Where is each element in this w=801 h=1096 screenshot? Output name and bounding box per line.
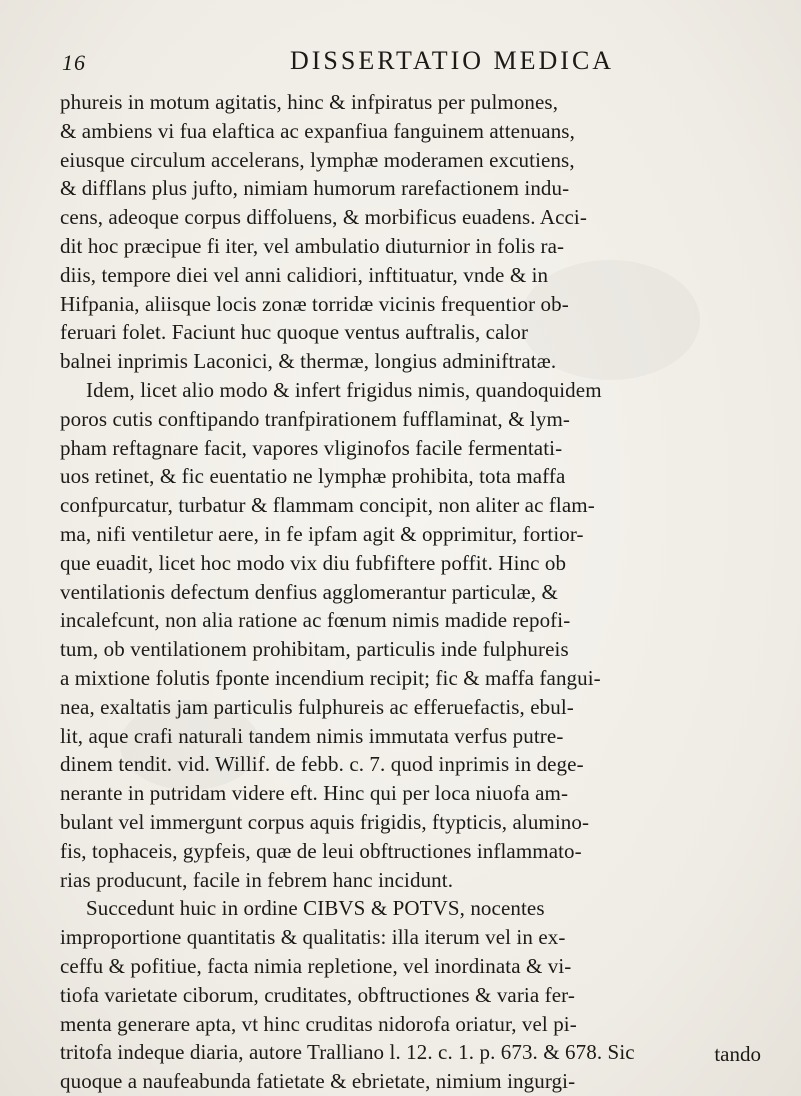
text-line: cens, adeoque corpus diffoluens, & morbificus euadens. Acci- xyxy=(60,205,587,230)
text-line: menta generare apta, vt hinc cruditas nidorofa oriatur, vel pi- xyxy=(60,1011,577,1036)
text-line: confpurcatur, turbatur & flammam concipit, non aliter ac flam- xyxy=(60,493,595,518)
text-line: & difflans plus jufto, nimiam humorum rarefactionem indu- xyxy=(60,176,570,201)
text-line: Succedunt huic in ordine CIBVS & POTVS, nocentes xyxy=(86,896,545,921)
catchword: tando xyxy=(714,1042,761,1066)
text-line: uos retinet, & fic euentatio ne lymphæ prohibita, tota maffa xyxy=(60,464,566,489)
text-line: nea, exaltatis jam particulis fulphureis ac efferuefactis, ebul- xyxy=(60,694,574,719)
text-line: feruari folet. Faciunt huc quoque ventus auftralis, calor xyxy=(60,320,529,345)
text-line: tiofa varietate ciborum, cruditates, obftructiones & varia fer- xyxy=(60,982,575,1007)
text-line: ceffu & pofitiue, facta nimia repletione, vel inordinata & vi- xyxy=(60,953,572,978)
text-line: lit, aque crafi naturali tandem nimis immutata verfus putre- xyxy=(60,723,564,748)
text-line: Hifpania, aliisque locis zonæ torridæ vicinis frequentior ob- xyxy=(60,291,569,316)
text-line: tritofa indeque diaria, autore Tralliano l. 12. c. 1. p. 673. & 678. Sic xyxy=(60,1040,635,1065)
text-line: & ambiens vi fua elaftica ac expanfiua fanguinem attenuans, xyxy=(60,118,575,143)
text-line: ventilationis defectum denfius agglomerantur particulæ, & xyxy=(60,579,558,604)
page-header xyxy=(62,40,752,82)
text-line: improportione quantitatis & qualitatis: illa iterum vel in ex- xyxy=(60,925,566,950)
text-line: incalefcunt, non alia ratione ac fœnum nimis madide repofi- xyxy=(60,608,571,633)
text-line: tum, ob ventilationem prohibitam, particulis inde fulphureis xyxy=(60,637,569,662)
text-line: pham reftagnare facit, vapores vliginofos facile fermentati- xyxy=(60,435,563,460)
text-line: rias producunt, facile in febrem hanc incidunt. xyxy=(60,867,454,892)
text-line: phureis in motum agitatis, hinc & infpiratus per pulmones, xyxy=(60,90,559,114)
text-line: nerante in putridam videre eft. Hinc qui per loca niuofa am- xyxy=(60,781,569,806)
text-line: dinem tendit. vid. Willif. de febb. c. 7. quod inprimis in dege- xyxy=(60,752,584,777)
text-line: ma, nifi ventiletur aere, in fe ipfam agit & opprimitur, fortior- xyxy=(60,521,584,546)
text-line: eiusque circulum accelerans, lymphæ moderamen excutiens, xyxy=(60,147,575,172)
text-line: Idem, licet alio modo & infert frigidus nimis, quandoquidem xyxy=(86,377,602,402)
text-line: a mixtione folutis fponte incendium recipit; fic & maffa fangui- xyxy=(60,665,601,690)
body-text xyxy=(60,88,780,1096)
page-number: 16 xyxy=(62,50,86,75)
text-line: diis, tempore diei vel anni calidiori, inftituatur, vnde & in xyxy=(60,262,549,287)
running-title: DISSERTATIO MEDICA xyxy=(290,46,615,75)
text-line: quoque a naufeabunda fatietate & ebrietate, nimium ingurgi- xyxy=(60,1069,576,1094)
text-line: dit hoc præcipue fi iter, vel ambulatio diuturnior in folis ra- xyxy=(60,233,565,258)
text-line: balnei inprimis Laconici, & thermæ, longius adminiftratæ. xyxy=(60,349,557,374)
text-line: poros cutis conftipando tranfpirationem fufflaminat, & lym- xyxy=(60,406,570,431)
text-line: que euadit, licet hoc modo vix diu fubfiftere poffit. Hinc ob xyxy=(60,550,567,575)
text-line: bulant vel immergunt corpus aquis frigidis, ftypticis, alumino- xyxy=(60,809,590,834)
text-line: fis, tophaceis, gypfeis, quæ de leui obftructiones inflammato- xyxy=(60,838,582,863)
